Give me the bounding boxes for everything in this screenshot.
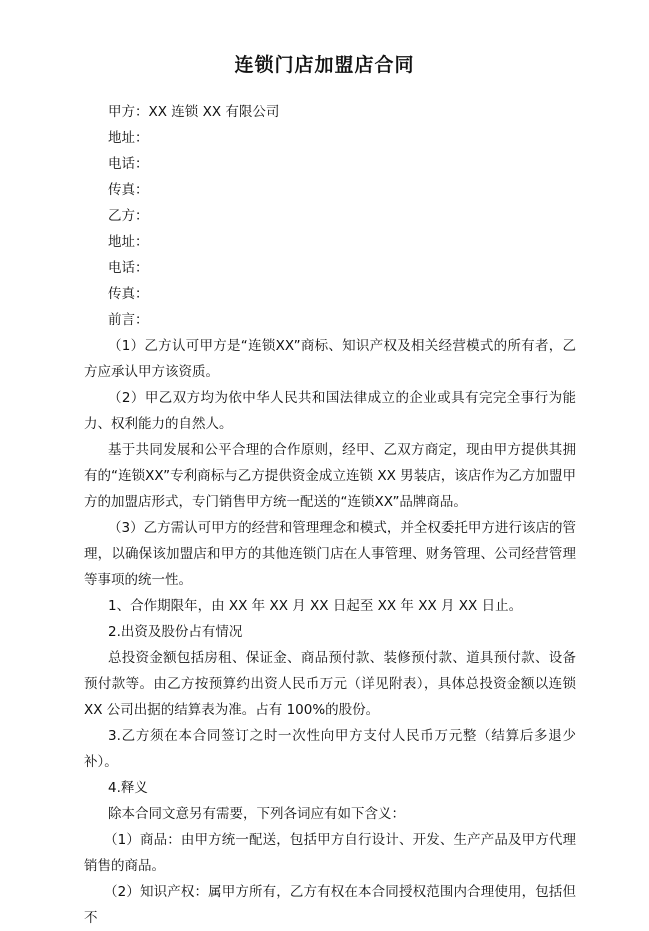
clause-2-body: 总投资金额包括房租、保证金、商品预付款、装修预付款、道具预付款、设备预付款等。由乙方按预算约出资人民币万元（详见附表），具体总投资金额以连锁 XX 公司出据的结算表为准。占有 100%的股份。 [84, 650, 576, 718]
preamble-paragraph-2: （2）甲乙双方均为依中华人民共和国法律成立的企业或具有完完全事行为能力、权利能力的自然人。 [84, 390, 576, 432]
party-a-name: 甲方：XX 连锁 XX 有限公司 [108, 104, 280, 120]
clause-2-title: 2.出资及股份占有情况 [108, 624, 243, 640]
party-b-address: 地址： [108, 234, 149, 250]
party-a-phone: 电话： [108, 156, 149, 172]
document-title: 连锁门店加盟店合同 [234, 54, 415, 76]
clause-4-item-2: （2）知识产权：属甲方所有，乙方有权在本合同授权范围内合理使用，包括但不 [84, 884, 576, 926]
clause-4-title: 4.释义 [108, 780, 148, 796]
preamble-paragraph-3: 基于共同发展和公平合理的合作原则，经甲、乙双方商定，现由甲方提供其拥有的“连锁XX”专利商标与乙方提供资金成立连锁 XX 男装店，该店作为乙方加盟甲方的加盟店形式，专门销售甲方统一配送的“连锁XX”品牌商品。 [84, 442, 576, 510]
clause-3: 3.乙方须在本合同签订之时一次性向甲方支付人民币万元整（结算后多退少补）。 [84, 728, 576, 770]
clause-4-intro: 除本合同文意另有需要，下列各词应有如下含义： [108, 806, 405, 822]
preamble-paragraph-4: （3）乙方需认可甲方的经营和管理理念和模式，并全权委托甲方进行该店的管理，以确保该加盟店和甲方的其他连锁门店在人事管理、财务管理、公司经营管理等事项的统一性。 [84, 520, 576, 588]
party-b-phone: 电话： [108, 260, 149, 276]
preamble-paragraph-1: （1）乙方认可甲方是“连锁XX”商标、知识产权及相关经营模式的所有者，乙方应承认甲方该资质。 [84, 338, 576, 380]
clause-1: 1、合作期限年，由 XX 年 XX 月 XX 日起至 XX 年 XX 月 XX 日止。 [108, 598, 523, 614]
party-b-name: 乙方： [108, 208, 149, 224]
party-a-address: 地址： [108, 130, 149, 146]
party-b-fax: 传真： [108, 286, 149, 302]
preamble-label: 前言： [108, 312, 149, 328]
document-body [84, 99, 576, 931]
clause-4-item-1: （1）商品：由甲方统一配送，包括甲方自行设计、开发、生产产品及甲方代理销售的商品。 [84, 832, 576, 874]
party-a-fax: 传真： [108, 182, 149, 198]
